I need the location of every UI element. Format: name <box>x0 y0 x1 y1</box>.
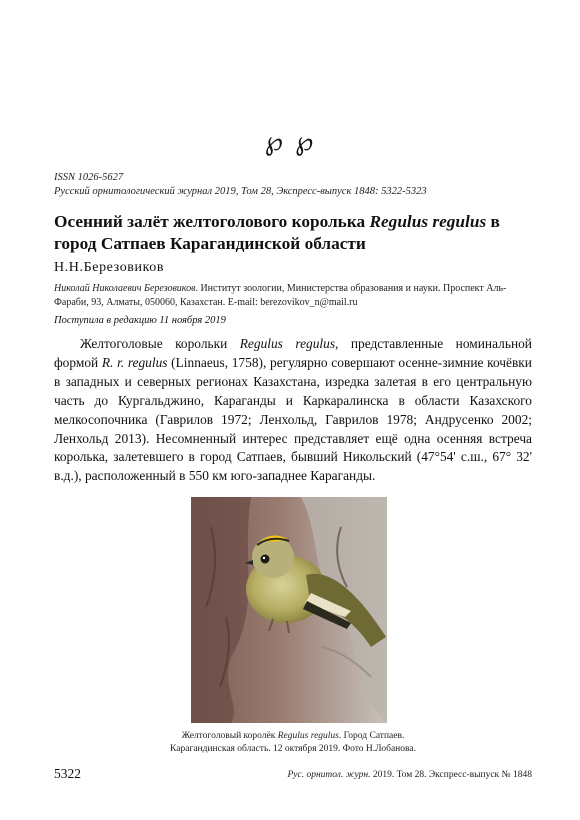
caption-latin: Regulus regulus <box>277 731 339 741</box>
title-latin: Regulus regulus <box>369 212 487 231</box>
affiliation-name: Николай Николаевич Березовиков <box>54 283 196 294</box>
caption-c2: . Город Сатпаев. <box>338 731 405 741</box>
bird-photo <box>191 497 387 723</box>
article-title <box>54 211 532 255</box>
body-s3: (Linnaeus, 1758), регулярно совершают осенне-зимние кочёвки в западных и северных регионах Казахстана, изредка залетая в его центральную часть до Кургальджино, Караганды и Каркаралинска в области Казахского мелкосопочника (Гаврилов 1972; Ленхольд, Гаврилов 1978; Андрусенко 2002; Ленхольд 2013). Несомненный интерес представляет ещё одна осенняя встреча королька, залетевшего в город Сатпаев, бывший Никольский (47°54' с.ш., 67° 32' в.д.), расположенный в 550 км юго-западнее Караганды. <box>54 354 532 484</box>
title-part1: Осенний залёт желтоголового королька <box>54 212 370 231</box>
issn: ISSN 1026-5627 <box>54 172 124 183</box>
affiliation <box>54 282 532 310</box>
goldcrest-photo-illustration <box>191 497 387 723</box>
body-paragraph <box>54 335 532 486</box>
body-latin2: R. r. regulus <box>101 354 168 370</box>
caption-line2: Карагандинская область. 12 октября 2019. Фото Н.Лобанова. <box>170 744 416 754</box>
caption-c1: Желтоголовый королёк <box>181 731 278 741</box>
author: Н.Н.Березовиков <box>54 260 165 275</box>
page-number: 5322 <box>54 766 81 781</box>
title-part2: в город Сатпаев Карагандинской области <box>54 212 500 253</box>
journal-line: Русский орнитологический журнал 2019, Том 28, Экспресс-выпуск 1848: 5322-5323 <box>54 186 427 197</box>
ornament: ℘ ℘ <box>264 127 316 157</box>
footer-journal-abbr: Рус. орнитол. журн. <box>287 770 371 780</box>
body-s1: Желтоголовые корольки <box>80 336 240 351</box>
figure-caption <box>54 730 532 756</box>
received-date: Поступила в редакцию 11 ноября 2019 <box>54 315 226 326</box>
affiliation-rest: . Институт зоологии, Министерства образования и науки. Проспект Аль-Фараби, 93, Алматы, 050060, Казахстан. E-mail: berezovikov_n@mail.ru <box>54 283 507 308</box>
footer-journal-ref <box>287 768 532 782</box>
body-s2: , представленные номинальной формой <box>54 336 532 370</box>
footer-journal-rest: 2019. Том 28. Экспресс-выпуск № 1848 <box>370 770 532 780</box>
body-latin1: Regulus regulus <box>239 336 336 351</box>
caption-line1 <box>54 730 532 743</box>
